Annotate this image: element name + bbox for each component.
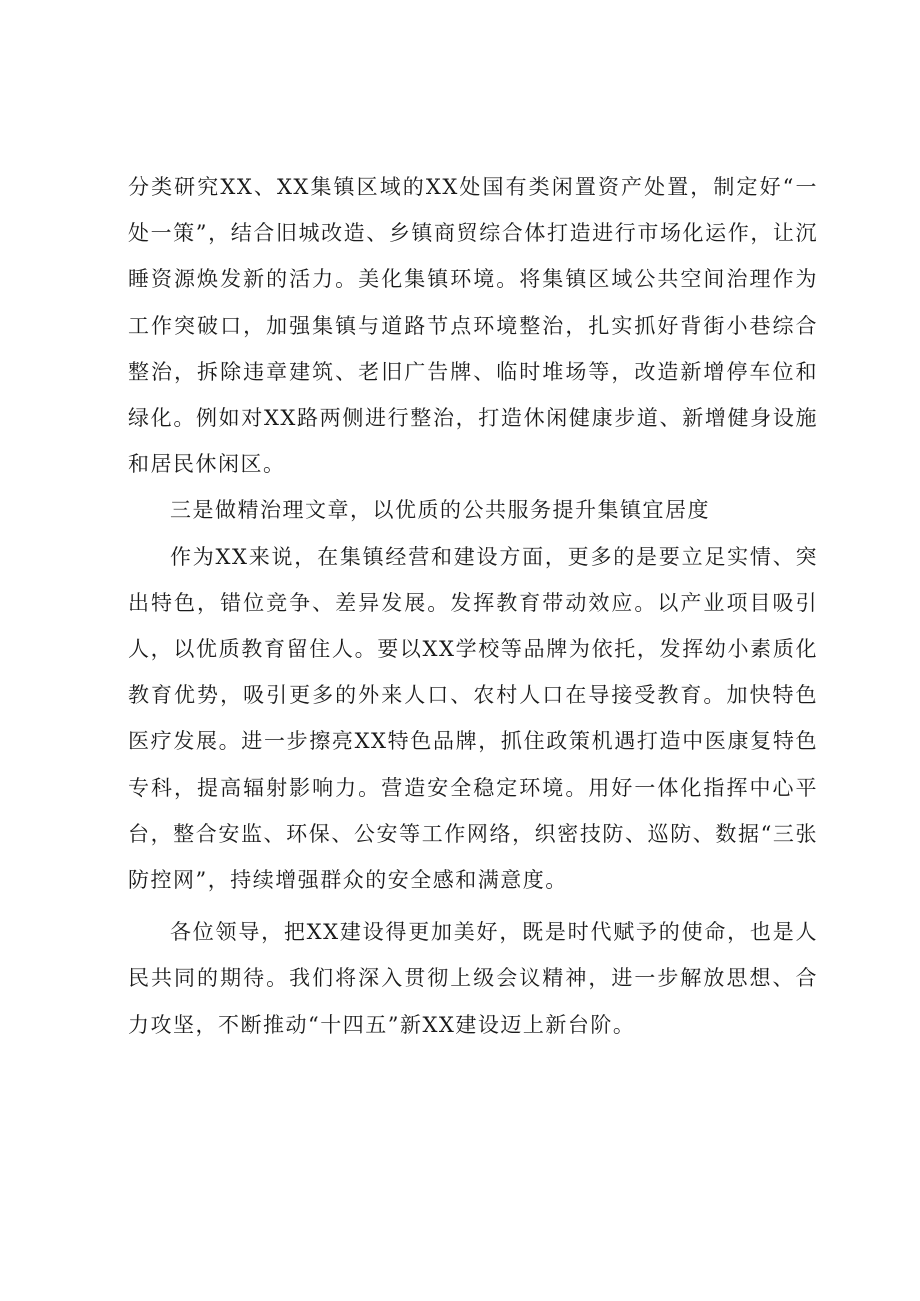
paragraph-asset-disposal: 分类研究XX、XX集镇区域的XX处国有类闲置资产处置，制定好“一处一策”，结合旧城改造、乡镇商贸综合体打造进行市场化运作，让沉睡资源焕发新的活力。美化集镇环境。将集镇区域公共空间治理作为工作突破口，加强集镇与道路节点环境整治，扎实抓好背街小巷综合整治，拆除违章建筑、老旧广告牌、临时堆场等，改造新增停车位和绿化。例如对XX路两侧进行整治，打造休闲健康步道、新增健身设施和居民休闲区。	[128, 175, 818, 477]
section-heading-governance: 三是做精治理文章，以优质的公共服务提升集镇宜居度	[170, 498, 710, 523]
document-body	[128, 164, 818, 1048]
paragraph-public-services: 作为XX来说，在集镇经营和建设方面，更多的是要立足实情、突出特色，错位竞争、差异发展。发挥教育带动效应。以产业项目吸引人，以优质教育留住人。要以XX学校等品牌为依托，发挥幼小素质化教育优势，吸引更多的外来人口、农村人口在导接受教育。加快特色医疗发展。进一步擦亮XX特色品牌，抓住政策机遇打造中医康复特色专科，提高辐射影响力。营造安全稳定环境。用好一体化指挥中心平台，整合安监、环保、公安等工作网络，织密技防、巡防、数据“三张防控网”，持续增强群众的安全感和满意度。	[128, 544, 818, 893]
paragraph-closing-remarks: 各位领导，把XX建设得更加美好，既是时代赋予的使命，也是人民共同的期待。我们将深入贯彻上级会议精神，进一步解放思想、合力攻坚，不断推动“十四五”新XX建设迈上新台阶。	[128, 920, 818, 1037]
